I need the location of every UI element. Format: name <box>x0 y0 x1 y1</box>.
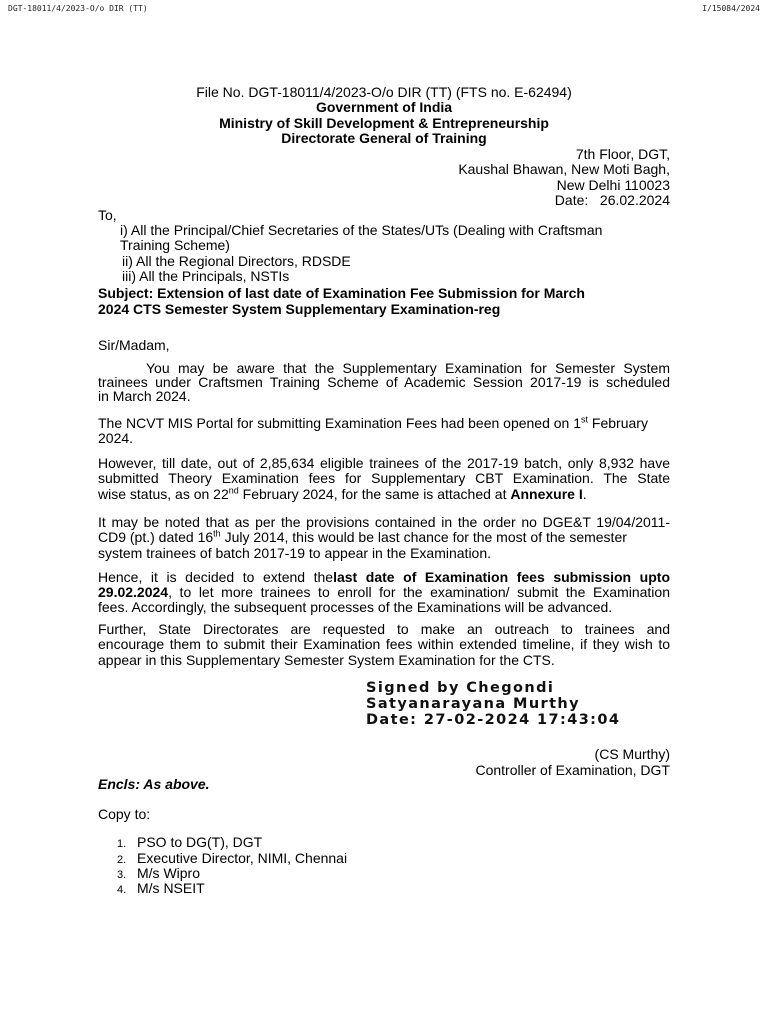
to-label: To, <box>98 207 117 223</box>
para5-line-3: fees. Accordingly, the subsequent processes of the Examinations will be advanced. <box>98 599 613 615</box>
para3-line-2: submitted Theory Examination fees for Supplementary CBT Examination. The State <box>98 470 670 486</box>
header-doc-number: I/15084/2024 <box>702 4 760 13</box>
para1-line-2: trainees under Craftsmen Training Scheme of Academic Session 2017-19 is scheduled <box>98 374 670 390</box>
ministry-name: Ministry of Skill Development & Entrepreneurship <box>219 115 549 131</box>
annexure-reference: Annexure I <box>510 486 583 502</box>
recipient-2: ii) All the Regional Directors, RDSDE <box>122 253 351 269</box>
enclosures-note: Encls: As above. <box>98 776 210 792</box>
para4-line-3: system trainees of batch 2017-19 to appear in the Examination. <box>98 545 492 561</box>
para2-line-2: 2024. <box>98 430 134 446</box>
letter-date: Date: 26.02.2024 <box>554 192 670 208</box>
directorate-name: Directorate General of Training <box>281 130 487 146</box>
address-line-2: Kaushal Bhawan, New Moti Bagh, <box>458 161 670 177</box>
para5-line-1: Hence, it is decided to extend thelast date of Examination fees submission upto <box>98 569 670 585</box>
copy-to-label: Copy to: <box>98 806 151 822</box>
address-line-1: 7th Floor, DGT, <box>575 146 670 162</box>
list-item: 4. M/s NSEIT <box>117 880 205 896</box>
para6-line-3: appear in this Supplementary Semester System Examination for the CTS. <box>98 652 555 668</box>
para3-line-1: However, till date, out of 2,85,634 eligible trainees of the 2017-19 batch, only 8,932 have <box>98 455 670 471</box>
para2-line-1: The NCVT MIS Portal for submitting Examination Fees had been opened on 1st February <box>98 414 648 431</box>
para3-line-3: wise status, as on 22nd February 2024, for the same is attached at Annexure I. <box>98 485 587 502</box>
header-file-ref: DGT-18011/4/2023-O/o DIR (TT) <box>8 4 148 13</box>
subject-line-1: Subject: Extension of last date of Examination Fee Submission for March <box>98 285 585 301</box>
signatory-title: Controller of Examination, DGT <box>475 762 670 778</box>
list-item: 1. PSO to DG(T), DGT <box>117 834 263 850</box>
file-number: File No. DGT-18011/4/2023-O/o DIR (TT) (FTS no. E-62494) <box>196 84 572 100</box>
list-item: 3. M/s Wipro <box>117 865 200 881</box>
list-item: 2. Executive Director, NIMI, Chennai <box>117 850 348 866</box>
para4-line-2: CD9 (pt.) dated 16th July 2014, this would be last chance for the most of the semester <box>98 528 627 545</box>
salutation: Sir/Madam, <box>98 337 170 353</box>
subject-line-2: 2024 CTS Semester System Supplementary Examination-reg <box>98 301 501 317</box>
signature-timestamp: Date: 27-02-2024 17:43:04 <box>366 712 621 728</box>
para4-line-1: It may be noted that as per the provisions contained in the order no DGE&T 19/04/2011- <box>98 514 670 530</box>
government-name: Government of India <box>315 99 453 115</box>
para6-line-1: Further, State Directorates are requested to make an outreach to trainees and <box>98 621 670 637</box>
signature-line-1: Signed by Chegondi <box>366 680 555 696</box>
recipient-3: iii) All the Principals, NSTIs <box>122 268 290 284</box>
signatory-name: (CS Murthy) <box>594 746 670 762</box>
para1-line-1: You may be aware that the Supplementary Examination for Semester System <box>146 360 670 376</box>
recipient-1: i) All the Principal/Chief Secretaries of the States/UTs (Dealing with Craftsman <box>120 222 603 238</box>
address-line-3: New Delhi 110023 <box>556 177 670 193</box>
signature-line-2: Satyanarayana Murthy <box>366 696 580 712</box>
recipient-1-cont: Training Scheme) <box>120 237 230 253</box>
extended-deadline: 29.02.2024 <box>98 584 169 600</box>
para1-line-3: in March 2024. <box>98 388 191 404</box>
para5-line-2: 29.02.2024, to let more trainees to enroll for the examination/ submit the Examination <box>98 584 670 600</box>
para6-line-2: encourage them to submit their Examination fees within extended timeline, if they wish to <box>98 636 670 652</box>
